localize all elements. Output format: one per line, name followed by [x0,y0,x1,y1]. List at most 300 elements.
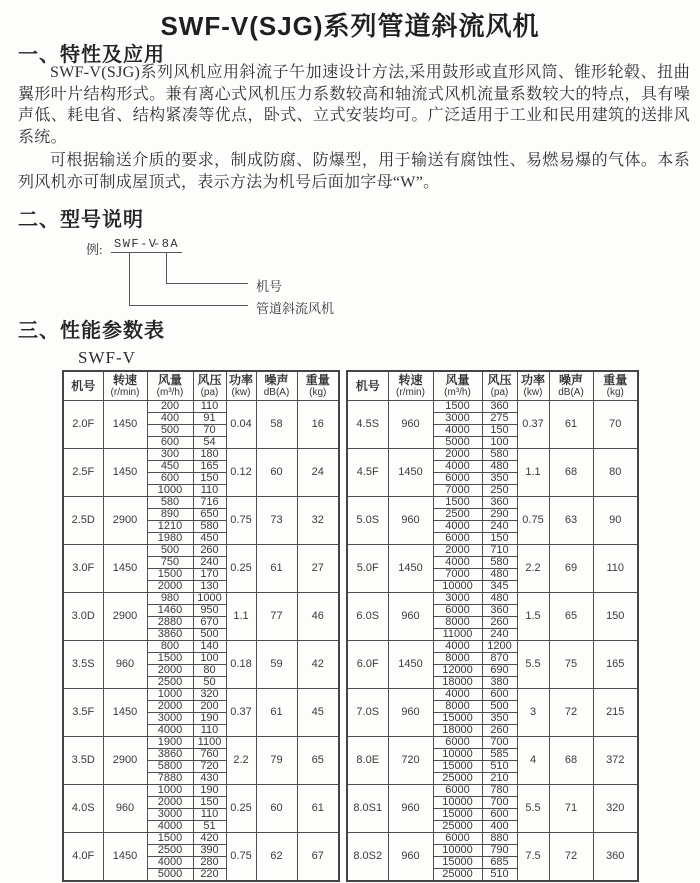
model-cell: 4.5F [347,449,388,497]
flow-cell: 18000 [433,725,482,737]
noise-cell: 73 [256,497,297,545]
flow-cell: 15000 [433,761,482,773]
speed-cell: 960 [103,785,147,833]
pressure-cell: 700 [482,797,517,809]
model-cell: 2.5D [63,497,103,545]
flow-cell: 1000 [147,485,193,497]
pressure-cell: 685 [482,857,517,869]
power-cell: 2.2 [226,737,256,785]
col-header-speed: 转速 (r/min) [103,371,147,401]
speed-cell: 960 [103,641,147,689]
flow-cell: 12000 [433,665,482,677]
flow-cell: 450 [147,461,193,473]
flow-cell: 7880 [147,773,193,785]
pressure-cell: 150 [193,797,226,809]
flow-cell: 2000 [147,665,193,677]
page-title: SWF-V(SJG)系列管道斜流风机 [160,11,540,41]
features-paragraph-1: SWF-V(SJG)系列风机应用斜流子午加速设计方法,采用鼓形或直形风筒、锥形轮毂、扭曲翼形叶片结构形式。兼有离心式风机压力系数较高和轴流式风机流量系数较大的特点，具有噪声低、耗电省、结构紧凑等优点，卧式、立式安装均可。广泛适用于工业和民用建筑的送排风系统。 [18,64,690,146]
speed-cell: 1450 [103,689,147,737]
pressure-cell: 150 [482,425,517,437]
table-row [63,737,339,749]
flow-cell: 15000 [433,713,482,725]
pressure-cell: 130 [193,581,226,593]
model-cell: 3.5F [63,689,103,737]
model-cell: 3.0D [63,593,103,641]
pressure-cell: 110 [193,809,226,821]
flow-cell: 25000 [433,869,482,882]
pressure-cell: 480 [482,461,517,473]
model-cell: 4.5S [347,401,388,449]
model-cell: 8.0S2 [347,833,388,882]
flow-cell: 5800 [147,761,193,773]
flow-cell: 10000 [433,797,482,809]
weight-cell: 90 [593,497,638,545]
pressure-cell: 480 [482,593,517,605]
flow-cell: 1500 [147,569,193,581]
pressure-cell: 950 [193,605,226,617]
flow-cell: 15000 [433,857,482,869]
weight-cell: 360 [593,833,638,882]
flow-cell: 300 [147,449,193,461]
pressure-cell: 100 [482,437,517,449]
speed-cell: 1450 [103,401,147,449]
flow-cell: 8000 [433,617,482,629]
weight-cell: 16 [297,401,339,449]
power-cell: 0.25 [226,545,256,593]
flow-cell: 4000 [433,425,482,437]
pressure-cell: 240 [193,557,226,569]
flow-cell: 25000 [433,773,482,785]
flow-cell: 3000 [147,713,193,725]
weight-cell: 45 [297,689,339,737]
table-row [63,689,339,701]
noise-cell: 58 [256,401,297,449]
pressure-cell: 760 [193,749,226,761]
pressure-cell: 91 [193,413,226,425]
pressure-cell: 54 [193,437,226,449]
callout-line-size-vertical [166,253,167,283]
pressure-cell: 170 [193,569,226,581]
pressure-cell: 110 [193,401,226,413]
table-row [347,497,638,509]
weight-cell: 165 [593,641,638,689]
weight-cell: 61 [297,785,339,833]
weight-cell: 110 [593,545,638,593]
pressure-cell: 1200 [482,641,517,653]
size-code-text: -8A [150,237,182,253]
model-cell: 6.0F [347,641,388,689]
performance-table-label: SWF-V [78,348,136,367]
pressure-cell: 320 [193,689,226,701]
pressure-cell: 240 [482,629,517,641]
flow-cell: 580 [147,497,193,509]
col-header-weight: 重量 (kg) [593,371,638,401]
flow-cell: 2880 [147,617,193,629]
callout-line-size-horizontal [166,283,248,284]
weight-cell: 372 [593,737,638,785]
flow-cell: 5000 [147,869,193,882]
performance-table-right [346,370,639,882]
table-row [63,641,339,653]
pressure-cell: 430 [193,773,226,785]
flow-cell: 4000 [433,521,482,533]
weight-cell: 80 [593,449,638,497]
flow-cell: 5000 [433,437,482,449]
pressure-cell: 870 [482,653,517,665]
flow-cell: 6000 [433,833,482,845]
noise-cell: 68 [549,449,593,497]
weight-cell: 67 [297,833,339,882]
table-row [63,401,339,413]
model-cell: 4.0F [63,833,103,882]
pressure-cell: 380 [482,677,517,689]
flow-cell: 4000 [147,725,193,737]
weight-cell: 42 [297,641,339,689]
col-header-power: 功率 (kw) [226,371,256,401]
pressure-cell: 600 [482,689,517,701]
pressure-cell: 200 [193,701,226,713]
noise-cell: 61 [256,545,297,593]
section-heading-features: 一、特性及应用 [18,44,165,66]
flow-cell: 1500 [433,497,482,509]
model-cell: 8.0S1 [347,785,388,833]
col-header-flow: 风量 (m³/h) [147,371,193,401]
noise-cell: 61 [549,401,593,449]
pressure-cell: 585 [482,749,517,761]
speed-cell: 960 [388,593,433,641]
noise-cell: 63 [549,497,593,545]
noise-cell: 77 [256,593,297,641]
pressure-cell: 110 [193,485,226,497]
power-cell: 7.5 [517,833,549,882]
pressure-cell: 390 [193,845,226,857]
speed-cell: 2900 [103,497,147,545]
flow-cell: 2000 [147,701,193,713]
pressure-cell: 700 [482,737,517,749]
flow-cell: 2000 [433,449,482,461]
col-header-flow: 风量 (m³/h) [433,371,482,401]
speed-cell: 720 [388,737,433,785]
performance-table-left [62,370,340,882]
speed-cell: 1450 [388,545,433,593]
flow-cell: 1460 [147,605,193,617]
power-cell: 2.2 [517,545,549,593]
model-cell: 5.0S [347,497,388,545]
flow-cell: 6000 [433,785,482,797]
pressure-cell: 500 [482,701,517,713]
flow-cell: 25000 [433,821,482,833]
flow-cell: 2000 [147,581,193,593]
table-row [347,545,638,557]
callout-label-size: 机号 [256,279,283,294]
flow-cell: 890 [147,509,193,521]
table-row [63,497,339,509]
weight-cell: 65 [297,737,339,785]
pressure-cell: 51 [193,821,226,833]
section-heading-model: 二、型号说明 [18,209,144,231]
speed-cell: 1450 [388,641,433,689]
col-header-weight: 重量 (kg) [297,371,339,401]
table-row [63,545,339,557]
flow-cell: 4000 [433,689,482,701]
noise-cell: 60 [256,785,297,833]
flow-cell: 3860 [147,629,193,641]
flow-cell: 1900 [147,737,193,749]
speed-cell: 960 [388,833,433,882]
pressure-cell: 260 [482,725,517,737]
pressure-cell: 180 [193,449,226,461]
pressure-cell: 360 [482,605,517,617]
table-row [347,641,638,653]
speed-cell: 2900 [103,593,147,641]
noise-cell: 59 [256,641,297,689]
flow-cell: 2000 [433,545,482,557]
noise-cell: 72 [549,689,593,737]
col-header-pressure: 风压 (pa) [482,371,517,401]
pressure-cell: 500 [193,629,226,641]
power-cell: 0.25 [226,785,256,833]
flow-cell: 4000 [433,557,482,569]
table-row [347,833,638,845]
pressure-cell: 580 [482,449,517,461]
pressure-cell: 220 [193,869,226,882]
noise-cell: 72 [549,833,593,882]
table-row [347,785,638,797]
pressure-cell: 650 [193,509,226,521]
flow-cell: 7000 [433,569,482,581]
pressure-cell: 50 [193,677,226,689]
speed-cell: 1450 [103,449,147,497]
table-row [63,593,339,605]
table-row [347,401,638,413]
power-cell: 3 [517,689,549,737]
pressure-cell: 190 [193,713,226,725]
flow-cell: 6000 [433,533,482,545]
model-code-diagram [0,235,460,315]
pressure-cell: 80 [193,665,226,677]
flow-cell: 400 [147,413,193,425]
flow-cell: 15000 [433,809,482,821]
flow-cell: 8000 [433,701,482,713]
flow-cell: 4000 [147,857,193,869]
flow-cell: 2500 [147,677,193,689]
flow-cell: 1980 [147,533,193,545]
flow-cell: 10000 [433,581,482,593]
flow-cell: 1000 [147,785,193,797]
model-cell: 3.5S [63,641,103,689]
flow-cell: 500 [147,425,193,437]
power-cell: 0.04 [226,401,256,449]
flow-cell: 7000 [433,485,482,497]
table-header-row [63,371,339,401]
pressure-cell: 70 [193,425,226,437]
power-cell: 0.18 [226,641,256,689]
pressure-cell: 580 [482,557,517,569]
example-label: 例: [86,242,103,257]
pressure-cell: 360 [482,401,517,413]
weight-cell: 150 [593,593,638,641]
flow-cell: 750 [147,557,193,569]
flow-cell: 10000 [433,845,482,857]
power-cell: 5.5 [517,641,549,689]
flow-cell: 18000 [433,677,482,689]
pressure-cell: 420 [193,833,226,845]
pressure-cell: 150 [482,533,517,545]
power-cell: 4 [517,737,549,785]
pressure-cell: 480 [482,569,517,581]
power-cell: 0.12 [226,449,256,497]
flow-cell: 11000 [433,629,482,641]
flow-cell: 1500 [433,401,482,413]
noise-cell: 75 [549,641,593,689]
pressure-cell: 100 [193,653,226,665]
pressure-cell: 510 [482,761,517,773]
flow-cell: 980 [147,593,193,605]
noise-cell: 60 [256,449,297,497]
speed-cell: 1450 [103,545,147,593]
power-cell: 1.5 [517,593,549,641]
pressure-cell: 716 [193,497,226,509]
pressure-cell: 350 [482,473,517,485]
flow-cell: 4000 [433,641,482,653]
pressure-cell: 1100 [193,737,226,749]
power-cell: 5.5 [517,785,549,833]
flow-cell: 2500 [433,509,482,521]
col-header-power: 功率 (kw) [517,371,549,401]
noise-cell: 65 [549,593,593,641]
flow-cell: 6000 [433,605,482,617]
flow-cell: 3000 [433,593,482,605]
weight-cell: 70 [593,401,638,449]
pressure-cell: 1000 [193,593,226,605]
flow-cell: 2500 [147,845,193,857]
col-header-model: 机号 [63,371,103,401]
power-cell: 1.1 [517,449,549,497]
pressure-cell: 240 [482,521,517,533]
power-cell: 0.37 [226,689,256,737]
pressure-cell: 290 [482,509,517,521]
callout-line-series-vertical [129,253,130,305]
pressure-cell: 190 [193,785,226,797]
col-header-model: 机号 [347,371,388,401]
pressure-cell: 710 [482,545,517,557]
noise-cell: 79 [256,737,297,785]
flow-cell: 3000 [147,809,193,821]
pressure-cell: 400 [482,821,517,833]
speed-cell: 1450 [103,833,147,882]
pressure-cell: 450 [193,533,226,545]
pressure-cell: 670 [193,617,226,629]
power-cell: 0.37 [517,401,549,449]
model-cell: 8.0E [347,737,388,785]
weight-cell: 24 [297,449,339,497]
callout-line-series-horizontal [129,305,248,306]
pressure-cell: 780 [482,785,517,797]
table-row [63,785,339,797]
pressure-cell: 110 [193,725,226,737]
model-cell: 3.0F [63,545,103,593]
pressure-cell: 880 [482,833,517,845]
flow-cell: 1500 [147,653,193,665]
speed-cell: 960 [388,785,433,833]
table-row [63,833,339,845]
model-cell: 5.0F [347,545,388,593]
pressure-cell: 360 [482,497,517,509]
speed-cell: 960 [388,401,433,449]
noise-cell: 61 [256,689,297,737]
flow-cell: 500 [147,545,193,557]
pressure-cell: 350 [482,713,517,725]
power-cell: 0.75 [226,833,256,882]
col-header-pressure: 风压 (pa) [193,371,226,401]
table-header-row [347,371,638,401]
flow-cell: 800 [147,641,193,653]
weight-cell: 32 [297,497,339,545]
flow-cell: 600 [147,473,193,485]
model-cell: 2.0F [63,401,103,449]
pressure-cell: 140 [193,641,226,653]
flow-cell: 4000 [147,821,193,833]
flow-cell: 1000 [147,689,193,701]
table-row [347,689,638,701]
pressure-cell: 345 [482,581,517,593]
flow-cell: 1210 [147,521,193,533]
pressure-cell: 720 [193,761,226,773]
pressure-cell: 210 [482,773,517,785]
flow-cell: 200 [147,401,193,413]
pressure-cell: 250 [482,485,517,497]
flow-cell: 6000 [433,473,482,485]
pressure-cell: 150 [193,473,226,485]
flow-cell: 3000 [433,413,482,425]
table-row [347,593,638,605]
table-row [63,449,339,461]
pressure-cell: 510 [482,869,517,882]
pressure-cell: 580 [193,521,226,533]
model-code-text: SWF-V [111,237,161,253]
pressure-cell: 260 [193,545,226,557]
power-cell: 1.1 [226,593,256,641]
speed-cell: 960 [388,689,433,737]
speed-cell: 1450 [388,449,433,497]
flow-cell: 2000 [147,797,193,809]
table-row [347,449,638,461]
pressure-cell: 280 [193,857,226,869]
col-header-noise: 噪声 dB(A) [549,371,593,401]
features-paragraph-2: 可根据输送介质的要求，制成防腐、防爆型，用于输送有腐蚀性、易燃易爆的气体。本系列风机亦可制成屋顶式，表示方法为机号后面加字母“W”。 [18,152,690,191]
flow-cell: 600 [147,437,193,449]
flow-cell: 4000 [433,461,482,473]
flow-cell: 3860 [147,749,193,761]
noise-cell: 68 [549,737,593,785]
power-cell: 0.75 [226,497,256,545]
weight-cell: 46 [297,593,339,641]
weight-cell: 27 [297,545,339,593]
pressure-cell: 165 [193,461,226,473]
flow-cell: 8000 [433,653,482,665]
model-cell: 4.0S [63,785,103,833]
model-cell: 2.5F [63,449,103,497]
flow-cell: 6000 [433,737,482,749]
pressure-cell: 275 [482,413,517,425]
weight-cell: 215 [593,689,638,737]
flow-cell: 10000 [433,749,482,761]
callout-label-series: 管道斜流风机 [256,301,335,316]
model-cell: 7.0S [347,689,388,737]
noise-cell: 71 [549,785,593,833]
col-header-noise: 噪声 dB(A) [256,371,297,401]
table-row [347,737,638,749]
